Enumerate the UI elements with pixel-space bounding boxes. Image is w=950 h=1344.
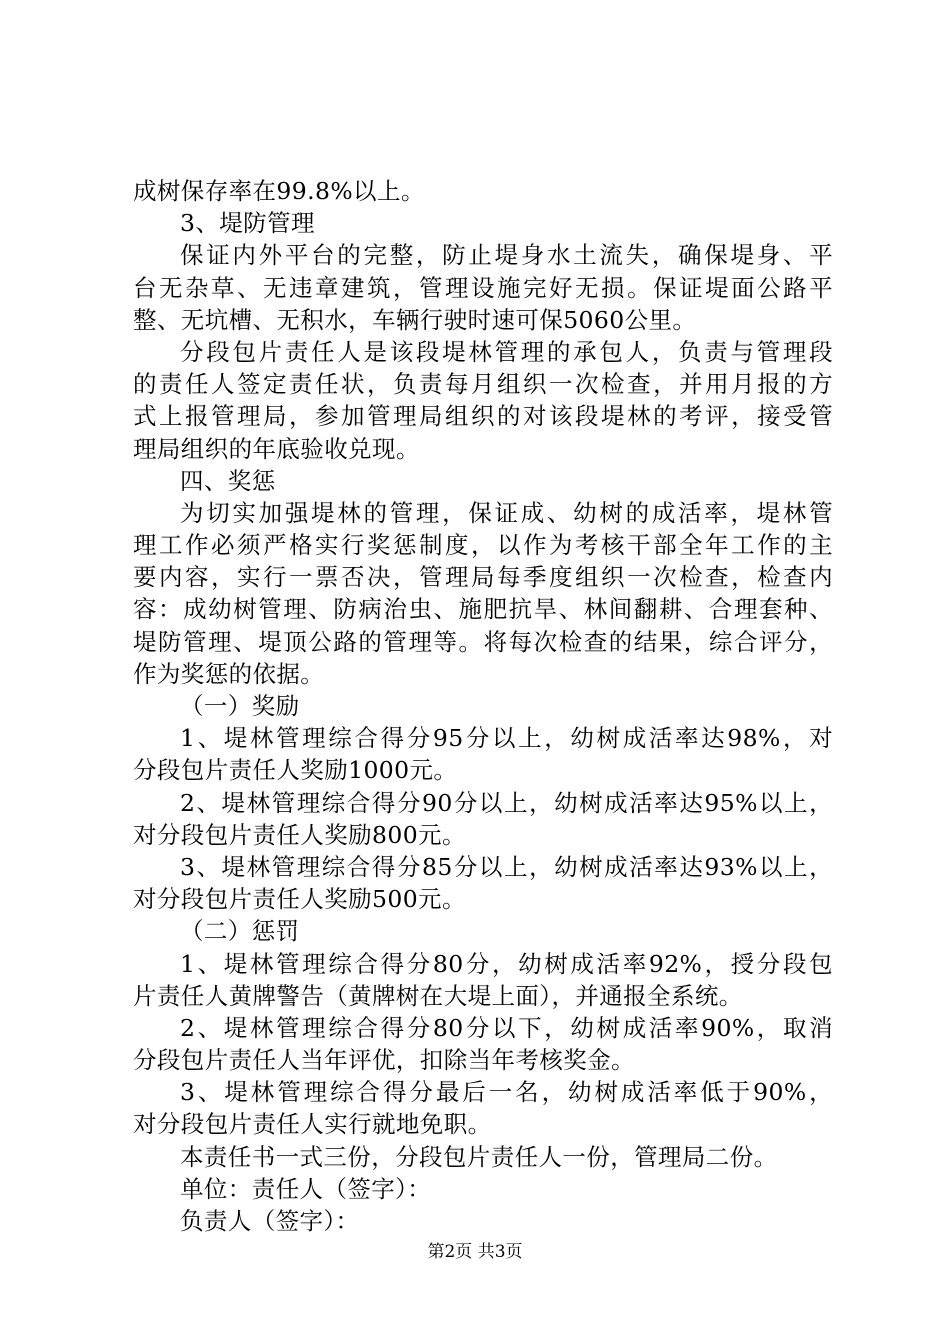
paragraph-line: 2、堤林管理综合得分80分以下，幼树成活率90%，取消 [180,1013,833,1042]
page-number: 第2页 共3页 [427,1242,523,1262]
paragraph-line: 台无杂草、无违章建筑，管理设施完好无损。保证堤面公路平 [133,273,833,302]
paragraph-line: 成树保存率在99.8%以上。 [133,177,425,205]
paragraph-line: 理工作必须严格实行奖惩制度，以作为考核干部全年工作的主 [133,531,833,560]
signature-line-leader: 负责人（签字）： [180,1207,360,1235]
paragraph-line: 1、堤林管理综合得分80分，幼树成活率92%，授分段包 [180,949,833,978]
paragraph-line: 理局组织的年底验收兑现。 [133,434,420,463]
paragraph-line: 作为奖惩的依据。 [133,659,325,688]
section-heading: （一）奖励 [180,692,300,720]
paragraph-line: 整、无坑槽、无积水，车辆行驶时速可保5060公里。 [133,305,697,334]
paragraph-line: 要内容，实行一票否决，管理局每季度组织一次检查，检查内 [133,563,833,592]
paragraph-line: 对分段包片责任人奖励800元。 [133,820,466,849]
paragraph-line: 本责任书一式三份，分段包片责任人一份，管理局二份。 [180,1142,778,1171]
paragraph-line: 1、堤林管理综合得分95分以上，幼树成活率达98%，对 [180,724,833,753]
paragraph-line: 对分段包片责任人奖励500元。 [133,885,466,914]
section-heading: 3、堤防管理 [180,209,315,238]
paragraph-line: 式上报管理局，参加管理局组织的对该段堤林的考评，接受管 [133,402,833,431]
section-heading: 四、奖惩 [180,466,276,495]
document-body [133,175,833,1237]
paragraph-line: 2、堤林管理综合得分90分以上，幼树成活率达95%以上， [180,788,833,817]
signature-line-unit: 单位：责任人（签字）： [180,1174,432,1203]
paragraph-line: 容：成幼树管理、防病治虫、施肥抗旱、林间翻耕、合理套种、 [133,595,833,624]
section-heading: （二）惩罚 [180,917,300,946]
paragraph-line: 为切实加强堤林的管理，保证成、幼树的成活率，堤林管 [180,498,833,527]
paragraph-line: 分段包片责任人当年评优，扣除当年考核奖金。 [133,1046,635,1075]
paragraph-line: 分段包片责任人是该段堤林管理的承包人，负责与管理段 [180,337,833,366]
paragraph-line: 片责任人黄牌警告（黄牌树在大堤上面），并通报全系统。 [133,981,743,1010]
paragraph-line: 堤防管理、堤顶公路的管理等。将每次检查的结果，综合评分， [133,627,833,656]
paragraph-line: 分段包片责任人奖励1000元。 [133,756,458,785]
paragraph-line: 的责任人签定责任状，负责每月组织一次检查，并用月报的方 [133,370,833,399]
paragraph-line: 3、堤林管理综合得分最后一名，幼树成活率低于90%， [180,1078,833,1107]
paragraph-line: 保证内外平台的完整，防止堤身水土流失，确保堤身、平 [180,241,833,270]
paragraph-line: 对分段包片责任人实行就地免职。 [133,1110,492,1139]
paragraph-line: 3、堤林管理综合得分85分以上，幼树成活率达93%以上， [180,852,833,881]
